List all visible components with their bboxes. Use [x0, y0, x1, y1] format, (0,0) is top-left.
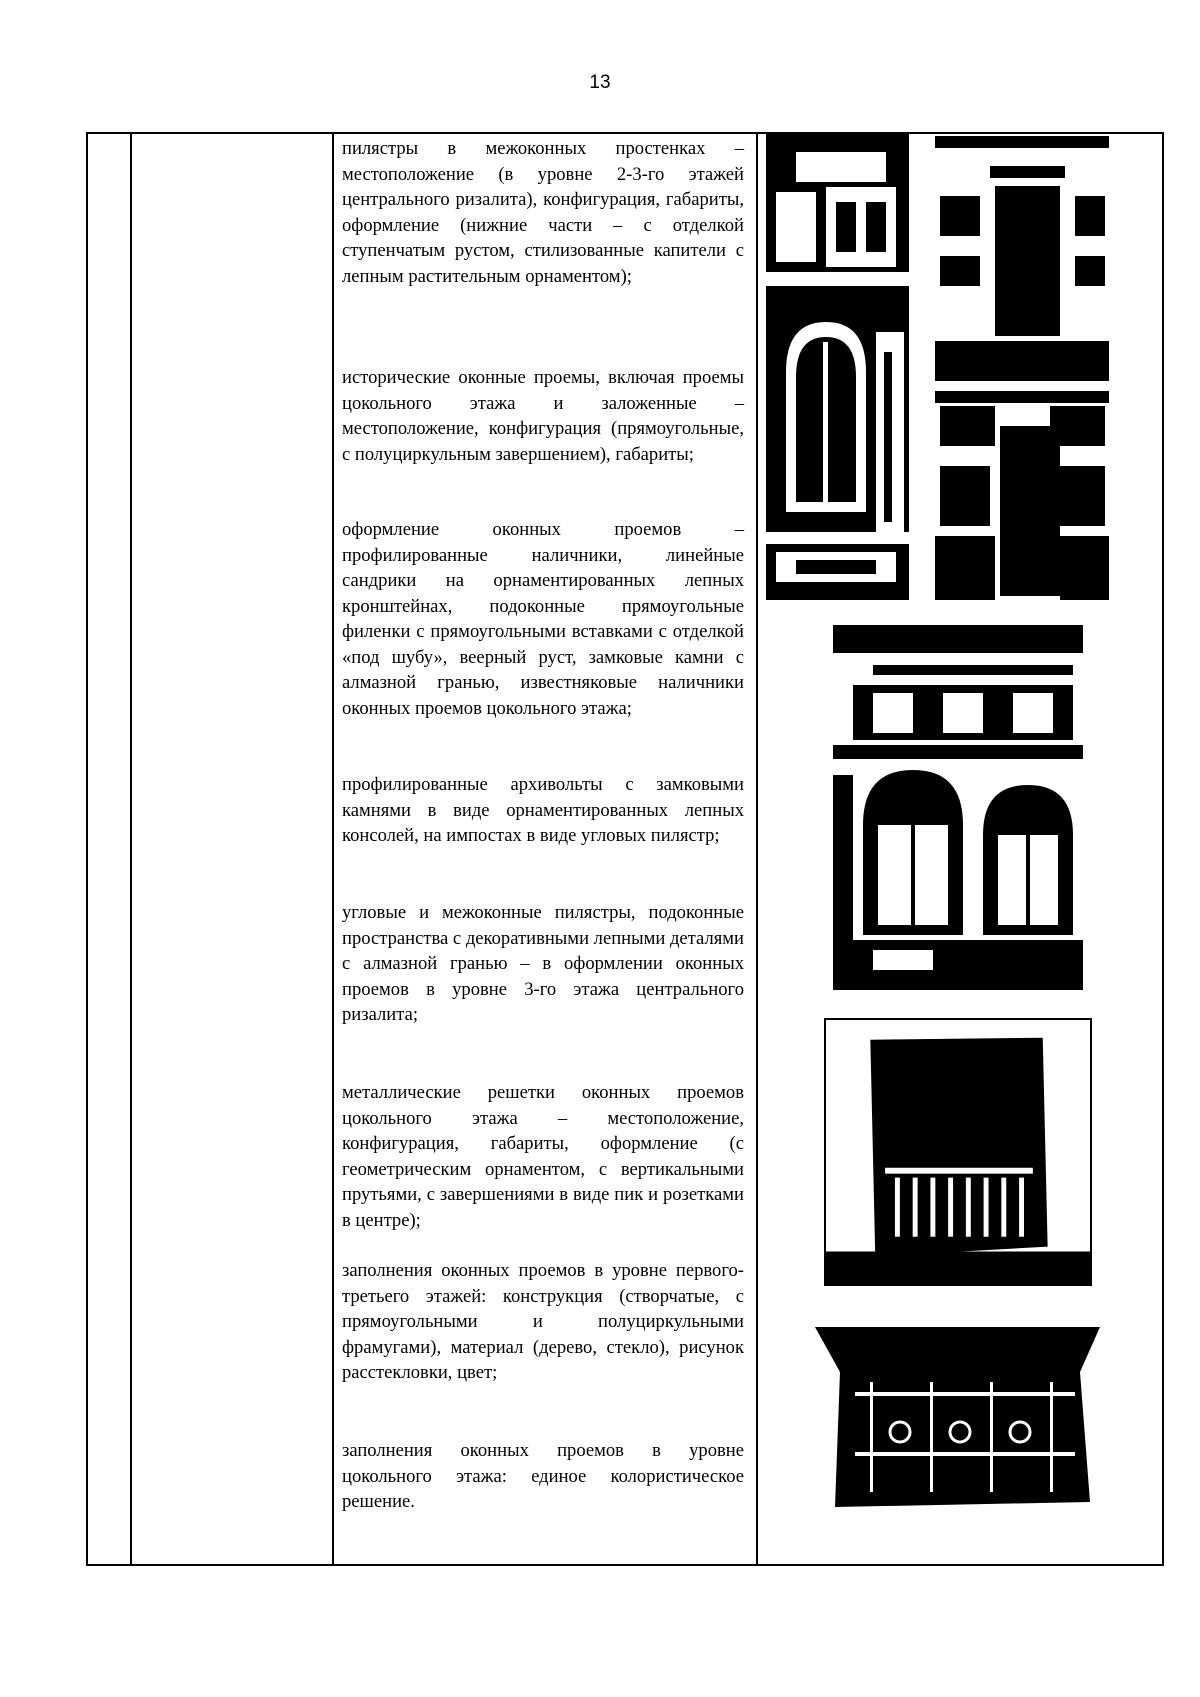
paragraph-window-decoration: оформление оконных проемов – профилированные наличники, линейные сандрики на орнаментированных лепных кронштейнах, подоконные прямоугольные филенки с прямоугольными вставками с отделкой «под шубу», веерный руст, замковые камни с алмазной гранью, известняковые наличники оконных проемов цокольного этажа;	[342, 519, 744, 719]
paragraph-basement-fillings: заполнения оконных проемов в уровне цокольного этажа: единое колористическое решение.	[342, 1440, 744, 1512]
paragraph-window-fillings: заполнения оконных проемов в уровне первого-третьего этажей: конструкция (створчатые, с прямоугольными и полуциркульными фрамугами), материал (дерево, стекло), рисунок расстекловки, цвет;	[342, 1260, 744, 1383]
facade-photo-archivolts	[833, 625, 1083, 990]
page-number: 13	[589, 72, 611, 93]
column-divider-1	[130, 134, 132, 1564]
facade-photo-arches	[766, 132, 909, 600]
paragraph-corner-pilasters: угловые и межоконные пилястры, подоконные пространства с декоративными лепными деталями с алмазной гранью – в оформлении оконных проемов в уровне 3-го этажа центрального ризалита;	[342, 902, 744, 1025]
window-grille-photo	[824, 1018, 1092, 1286]
column-divider-2	[332, 134, 334, 1564]
paragraph-pilasters: пилястры в межоконных простенках – местоположение (в уровне 2-3-го этажей центрального ризалита), конфигурация, габариты, оформление (нижние части – с отделкой ступенчатым рустом, стилизованные капители с лепным растительным орнаментом);	[342, 138, 744, 287]
paragraph-metal-grilles: металлические решетки оконных проемов цокольного этажа – местоположение, конфигурация, габариты, оформление (с геометрическим орнаментом, с вертикальными прутьями, с завершениями в виде пик и розетками в центре);	[342, 1082, 744, 1231]
facade-photo-windows	[935, 136, 1109, 600]
grille-detail-photo	[810, 1322, 1110, 1524]
paragraph-window-openings: исторические оконные проемы, включая проемы цокольного этажа и заложенные – местоположение, конфигурация (прямоугольные, с полуциркульным завершением), габариты;	[342, 367, 744, 465]
paragraph-archivolts: профилированные архивольты с замковыми камнями в виде орнаментированных лепных консолей, на импостах в виде угловых пилястр;	[342, 774, 744, 846]
column-divider-3	[756, 134, 758, 1564]
